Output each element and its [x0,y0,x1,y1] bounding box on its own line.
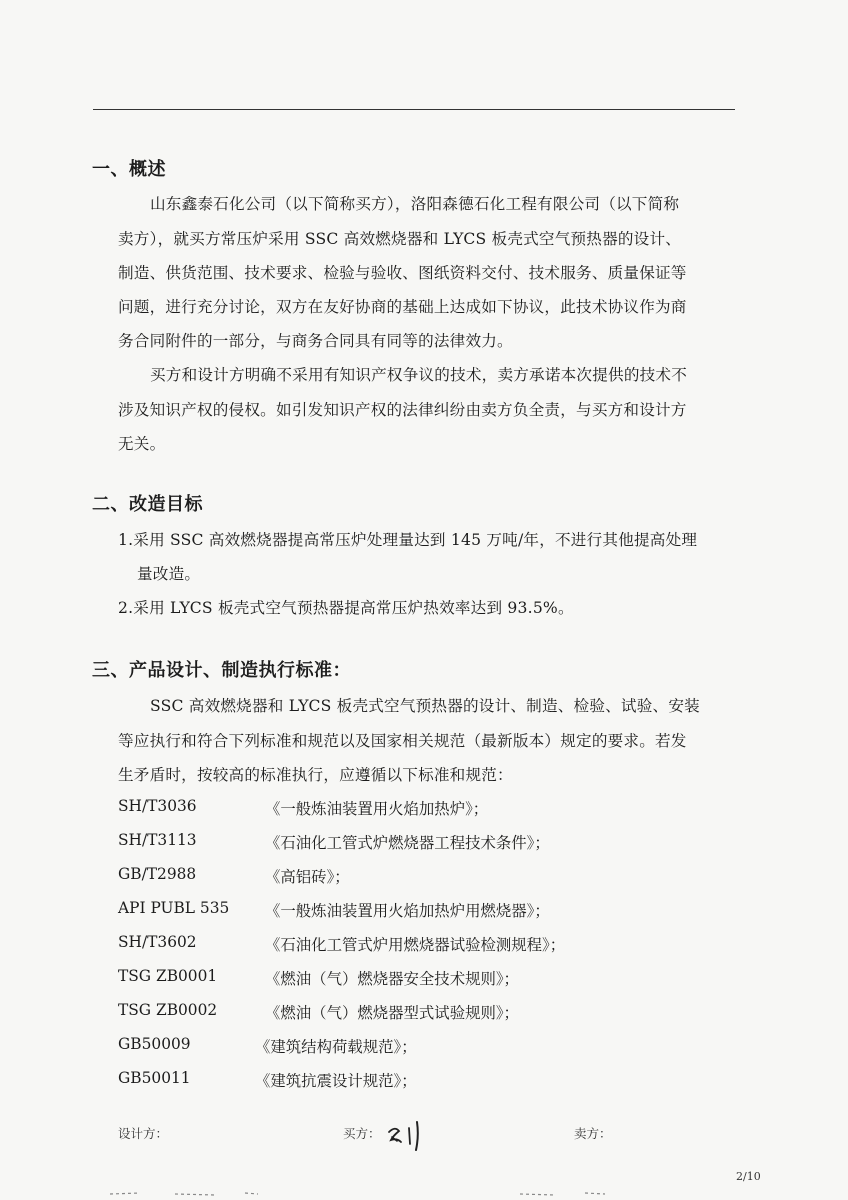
standard-code: SH/T3036 [118,797,197,815]
section-heading-goals: 二、改造目标 [92,494,203,515]
paragraph-line: 务合同附件的一部分，与商务合同具有同等的法律效力。 [118,332,513,350]
goal-item-1-cont: 量改造。 [137,565,201,583]
standard-title: 《建筑结构荷载规范》； [255,1038,417,1056]
handwritten-signature [383,1118,433,1152]
standard-title: 《石油化工管式炉用燃烧器试验检测规程》； [265,936,566,954]
paragraph-line: 制造、供货范围、技术要求、检验与验收、图纸资料交付、技术服务、质量保证等 [118,264,687,282]
section-heading-standards: 三、产品设计、制造执行标准： [92,660,351,681]
standard-code: TSG ZB0001 [118,967,218,985]
standard-title: 《石油化工管式炉燃烧器工程技术条件》； [265,834,550,852]
paragraph-line: SSC 高效燃烧器和 LYCS 板壳式空气预热器的设计、制造、检验、试验、安装 [150,697,700,715]
page-number: 2/10 [736,1170,761,1183]
standard-code: GB50009 [118,1035,191,1053]
standard-title: 《燃油（气）燃烧器型式试验规则》； [265,1004,519,1022]
standard-title: 《燃油（气）燃烧器安全技术规则》； [265,970,519,988]
section-heading-overview: 一、概述 [92,159,166,180]
paragraph-line: 买方和设计方明确不采用有知识产权争议的技术，卖方承诺本次提供的技术不 [150,366,687,384]
paragraph-line: 卖方），就买方常压炉采用 SSC 高效燃烧器和 LYCS 板壳式空气预热器的设计、 [118,230,682,248]
paragraph-line: 等应执行和符合下列标准和规范以及国家相关规范（最新版本）规定的要求。若发 [118,732,687,750]
header-rule [93,109,735,110]
standard-title: 《一般炼油装置用火焰加热炉用燃烧器》； [265,902,550,920]
standard-code: GB/T2988 [118,865,197,883]
standard-title: 《一般炼油装置用火焰加热炉》； [265,800,489,818]
standard-title: 《高铝砖》； [265,868,350,886]
goal-item-2: 2.采用 LYCS 板壳式空气预热器提高常压炉热效率达到 93.5%。 [118,599,574,617]
paragraph-line: 无关。 [118,435,166,453]
paragraph-line: 问题，进行充分讨论，双方在友好协商的基础上达成如下协议，此技术协议作为商 [118,298,687,316]
standard-code: SH/T3113 [118,831,197,849]
standard-code: API PUBL 535 [118,899,230,917]
buyer-signature-label: 买方： [343,1126,381,1141]
scan-artifact [0,1188,848,1200]
seller-signature-label: 卖方： [574,1126,612,1141]
standard-code: TSG ZB0002 [118,1001,218,1019]
standard-code: GB50011 [118,1069,191,1087]
goal-item-1: 1.采用 SSC 高效燃烧器提高常压炉处理量达到 145 万吨/年，不进行其他提高处理 [118,531,698,549]
paragraph-line: 涉及知识产权的侵权。如引发知识产权的法律纠纷由卖方负全责，与买方和设计方 [118,401,687,419]
standard-title: 《建筑抗震设计规范》； [255,1072,417,1090]
paragraph-line: 生矛盾时，按较高的标准执行，应遵循以下标准和规范： [118,766,513,784]
standard-code: SH/T3602 [118,933,197,951]
paragraph-line: 山东鑫泰石化公司（以下简称买方），洛阳森德石化工程有限公司（以下简称 [150,195,680,213]
designer-signature-label: 设计方： [118,1126,169,1141]
